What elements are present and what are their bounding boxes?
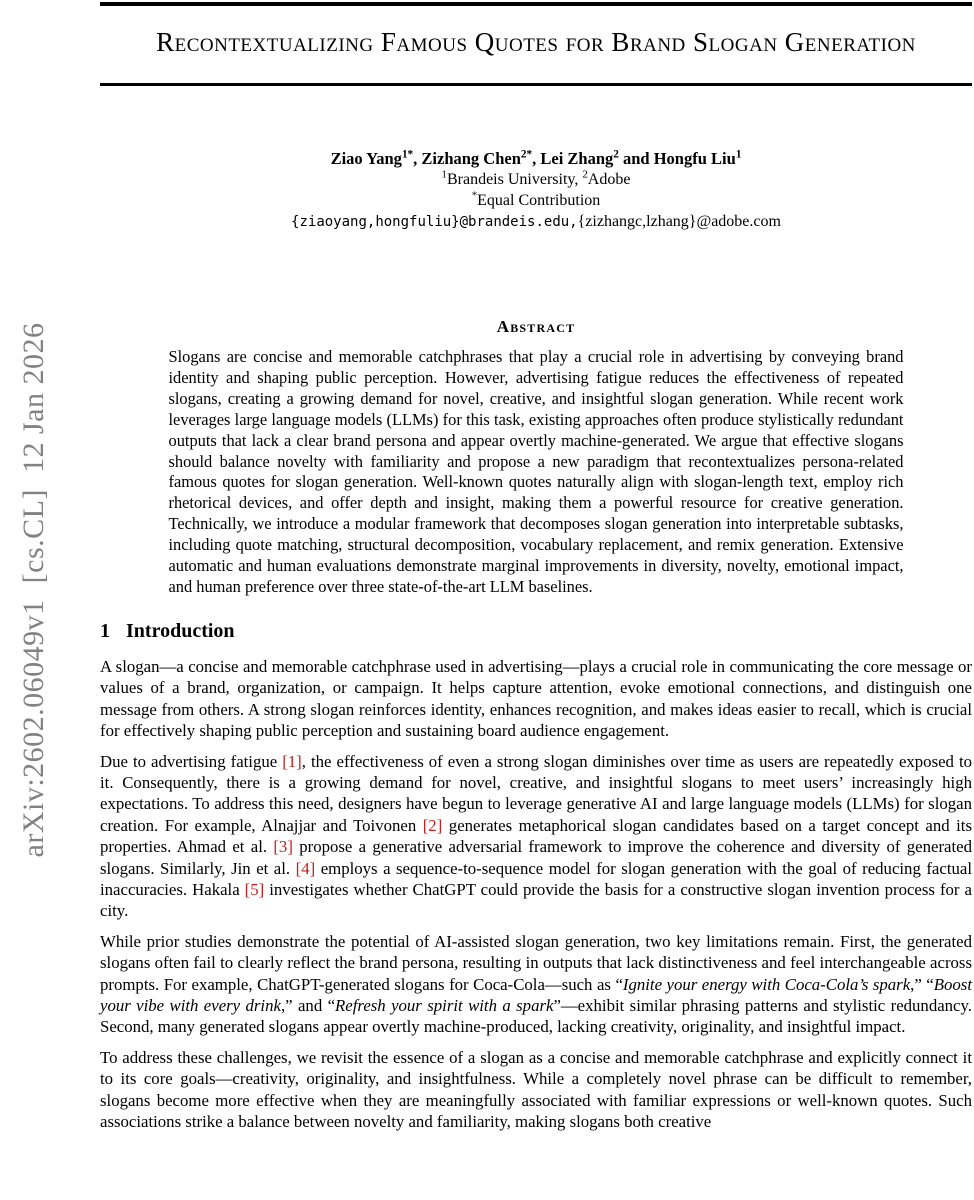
intro-paragraph-2 bbox=[100, 751, 972, 922]
text-segment: Due to advertising fatigue bbox=[100, 751, 283, 771]
section-number: 1 bbox=[100, 619, 110, 642]
abstract-heading: Abstract bbox=[496, 317, 576, 336]
italic-text: Boost your vibe with every drink bbox=[100, 974, 972, 1015]
paper-page bbox=[100, 0, 972, 1132]
text-segment: While prior studies demonstrate the potential of AI-assisted slogan generation, two key limitations remain. First, the generated slogans often fail to clearly reflect the brand persona, resulting in outputs that lack distinctiveness and feel interchangeable across prompts. For example, ChatGPT-generated slogans for Coca-Cola—such as “ bbox=[100, 931, 972, 994]
text-segment: , Lei Zhang bbox=[532, 149, 614, 168]
italic-text: Ignite your energy with Coca-Cola’s spark bbox=[622, 974, 911, 994]
authors-line bbox=[100, 148, 972, 169]
citation-link[interactable]: [5] bbox=[244, 879, 265, 899]
text-segment: Adobe bbox=[587, 171, 631, 188]
superscript: 1* bbox=[401, 148, 414, 161]
text-segment: {zizhangc,lzhang}@adobe.com bbox=[577, 213, 781, 230]
superscript: 2 bbox=[613, 148, 619, 161]
title-rule-top bbox=[100, 2, 972, 6]
text-segment: employs a sequence-to-sequence model for slogan generation with the goal of reducing factual inaccuracies. Hakala bbox=[100, 858, 972, 899]
title-rule-bottom bbox=[100, 83, 972, 86]
text-segment: Equal Contribution bbox=[477, 192, 601, 209]
intro-paragraph-1 bbox=[100, 656, 972, 742]
text-segment: , the effectiveness of even a strong slogan diminishes over time as users are repeatedly exposed to it. Consequently, there is a growing demand for novel, creative, and insightful slogans to meet users’ increasingly high expectations. To address this need, designers have begun to leverage generative AI and large language models (LLMs) for slogan creation. For example, Alnajjar and Toivonen bbox=[100, 751, 972, 835]
section-heading-introduction bbox=[100, 618, 972, 644]
abstract-body: Slogans are concise and memorable catchphrases that play a crucial role in advertising by conveying brand identity and shaping public perception. However, advertising fatigue reduces the effectiveness of repeated slogans, creating a growing demand for novel, creative, and insightful slogan generation. While recent work leverages large language models (LLMs) for this task, existing approaches often produce stylistically redundant outputs that lack a clear brand persona and appear overtly machine-generated. We argue that effective slogans should balance novelty with familiarity and propose a new paradigm that recontextualizes persona-related famous quotes for slogan generation. Well-known quotes naturally align with slogan-length text, employ rich rhetorical devices, and offer depth and insight, making them a powerful resource for creative generation. Technically, we introduce a modular framework that decomposes slogan generation into interpretable subtasks, including quote matching, structural decomposition, vocabulary replacement, and remix generation. Extensive automatic and human evaluations demonstrate marginal improvements in diversity, novelty, emotional impact, and human preference over three state-of-the-art LLM baselines. bbox=[168, 347, 904, 596]
monospace-text: {ziaoyang,hongfuliu}@brandeis.edu, bbox=[291, 214, 578, 230]
text-segment: To address these challenges, we revisit the essence of a slogan as a concise and memorable catchphrase and explicitly connect it to its core goals—creativity, originality, and insightfulness. While a completely novel phrase can be difficult to remember, slogans become more effective when they are meaningfully associated with familiar expressions or well-known quotes. Such associations strike a balance between novelty and familiarity, making slogans both creative bbox=[100, 1047, 972, 1131]
text-segment: ,” “ bbox=[910, 974, 934, 994]
superscript: 2* bbox=[520, 148, 533, 161]
text-segment: generates metaphorical slogan candidates based on a target concept and its properties. Ahmad et al. bbox=[100, 815, 972, 857]
text-segment: ,” and “ bbox=[280, 995, 336, 1015]
citation-link[interactable]: [1] bbox=[282, 751, 302, 771]
superscript: 1 bbox=[735, 148, 742, 161]
italic-text: Refresh your spirit with a spark bbox=[335, 995, 554, 1015]
intro-paragraph-3 bbox=[100, 931, 972, 1038]
text-segment: Ziao Yang bbox=[330, 149, 402, 168]
section-title: Introduction bbox=[126, 619, 235, 642]
intro-paragraph-4 bbox=[100, 1047, 972, 1133]
text-segment: propose a generative adversarial framework to improve the coherence and diversity of generated slogans. Similarly, Jin et al. bbox=[100, 837, 972, 878]
citation-link[interactable]: [4] bbox=[295, 858, 316, 878]
superscript: * bbox=[471, 189, 478, 202]
email-line bbox=[100, 211, 972, 233]
superscript: 2 bbox=[582, 168, 588, 181]
equal-contribution-line bbox=[100, 190, 972, 211]
text-segment: ”—exhibit similar phrasing patterns and stylistic redundancy. Second, many generated slogans appear overtly machine-produced, lacking creativity, originality, and insightful impact. bbox=[100, 995, 972, 1037]
citation-link[interactable]: [2] bbox=[422, 815, 443, 835]
text-segment: A slogan—a concise and memorable catchphrase used in advertising—plays a crucial role in communicating the core message or values of a brand, organization, or campaign. It helps capture attention, evoke emotional connections, and distinguish one message from others. A strong slogan reinforces identity, enhances recognition, and makes ideas easier to recall, which is crucial for effectively shaping public perception and sustaining board audience engagement. bbox=[100, 656, 972, 741]
text-segment: Brandeis University, bbox=[446, 171, 583, 188]
citation-link[interactable]: [3] bbox=[273, 837, 293, 857]
text-segment: and Hongfu Liu bbox=[618, 149, 736, 168]
affiliation-line bbox=[100, 169, 972, 190]
text-segment: , Zizhang Chen bbox=[413, 149, 521, 168]
text-segment: investigates whether ChatGPT could provide the basis for a constructive slogan invention process for a city. bbox=[100, 879, 972, 921]
superscript: 1 bbox=[441, 168, 447, 181]
paper-title: Recontextualizing Famous Quotes for Brand Slogan Generation bbox=[156, 27, 916, 57]
arxiv-stamp: arXiv:2602.06049v1 [cs.CL] 12 Jan 2026 bbox=[17, 322, 50, 858]
